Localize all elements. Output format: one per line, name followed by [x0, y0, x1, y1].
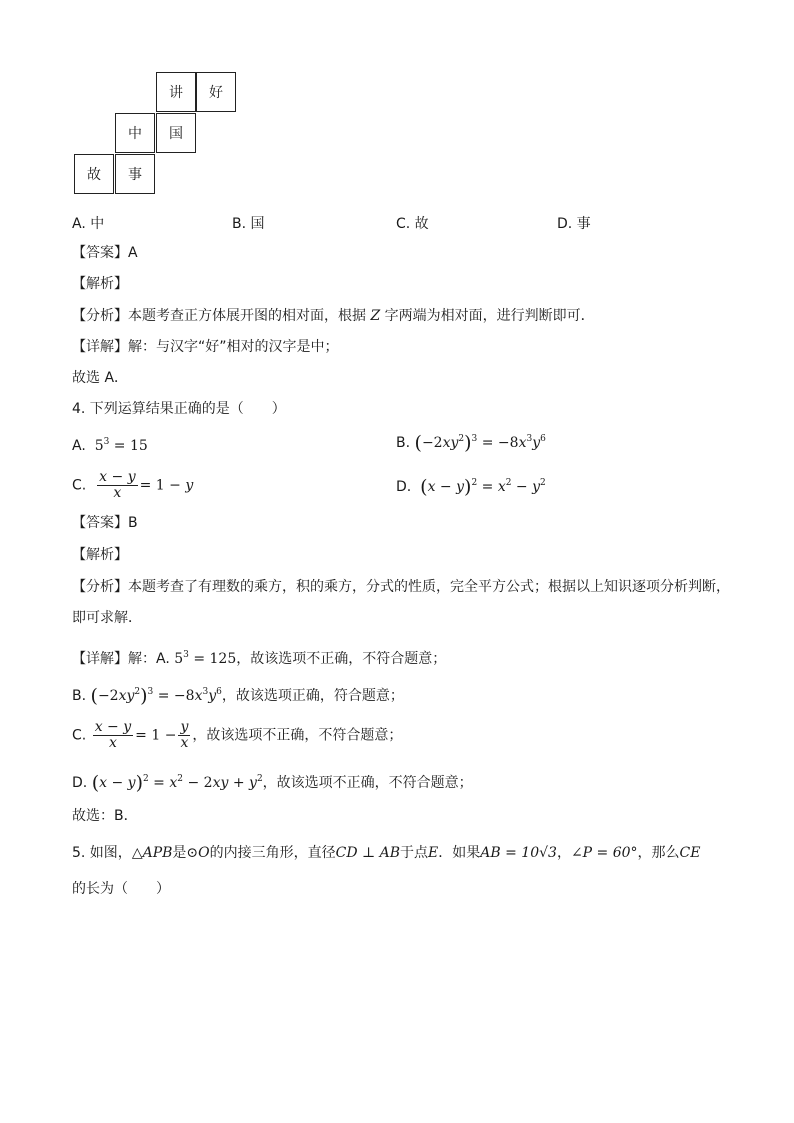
q3-fenxi: 【分析】本题考查正方体展开图的相对面，根据 Z 字两端为相对面，进行判断即可．	[72, 308, 595, 324]
q3-detail: 【详解】解：与汉字“好”相对的汉字是中；	[72, 339, 339, 355]
q4-option-d: D. $(x - y)^2 = x^2 - y^2$	[396, 476, 546, 498]
q3-option-b: B. 国	[232, 216, 265, 232]
net-cell-hao: 好	[196, 72, 236, 112]
q4-fenxi-line1: 【分析】本题考查了有理数的乘方，积的乘方，分式的性质，完全平方公式；根据以上知识逐项分析判断，	[72, 579, 730, 595]
q4-fenxi-line2: 即可求解．	[72, 610, 142, 626]
q3-conclusion: 故选 A．	[72, 370, 129, 386]
q5-stem-line2: 的长为（ ）	[72, 881, 170, 897]
q4-conclusion: 故选：B．	[72, 808, 138, 824]
q4-option-b: B. $(-2xy^2)^3 = -8x^3y^6$	[396, 432, 546, 454]
q3-answer: 【答案】A	[72, 245, 138, 261]
q4-option-c: C. $\frac{x - y}{x}$ = 1 − y	[72, 469, 194, 501]
net-cell-guo: 国	[156, 113, 196, 153]
net-cell-gu: 故	[74, 154, 114, 194]
net-cell-shi: 事	[115, 154, 155, 194]
q4-answer: 【答案】B	[72, 515, 138, 531]
q4-jiexi: 【解析】	[72, 547, 128, 563]
q4-detail-a: 【详解】解：A. $5^3 = 125$，故该选项不正确，不符合题意；	[72, 650, 447, 667]
q4-detail-d: D. $(x - y)^2 = x^2 - 2xy + y^2$，故该选项不正确，不符合题意；	[72, 772, 473, 794]
q4-detail-b: B. $(-2xy^2)^3 = -8x^3y^6$，故该选项正确，符合题意；	[72, 685, 404, 707]
q4-stem: 4. 下列运算结果正确的是（ ）	[72, 401, 286, 417]
q4-option-a: A. $5^3 = 15$	[72, 437, 148, 454]
q3-jiexi: 【解析】	[72, 276, 128, 292]
q3-option-a: A. 中	[72, 216, 105, 232]
net-cell-zhong: 中	[115, 113, 155, 153]
q4-detail-c: C. $\frac{x - y}{x}$ = 1 − $\frac{y}{x}$ ，故该选项不正确，不符合题意；	[72, 719, 403, 751]
net-cell-jiang: 讲	[156, 72, 196, 112]
q5-stem-line1: 5. 如图，△APB是⊙O的内接三角形，直径CD ⊥ AB于点E．如果AB = 10√3，∠P = 60°，那么CE	[72, 845, 701, 861]
q3-option-c: C. 故	[396, 216, 429, 232]
q3-option-d: D. 事	[557, 216, 591, 232]
